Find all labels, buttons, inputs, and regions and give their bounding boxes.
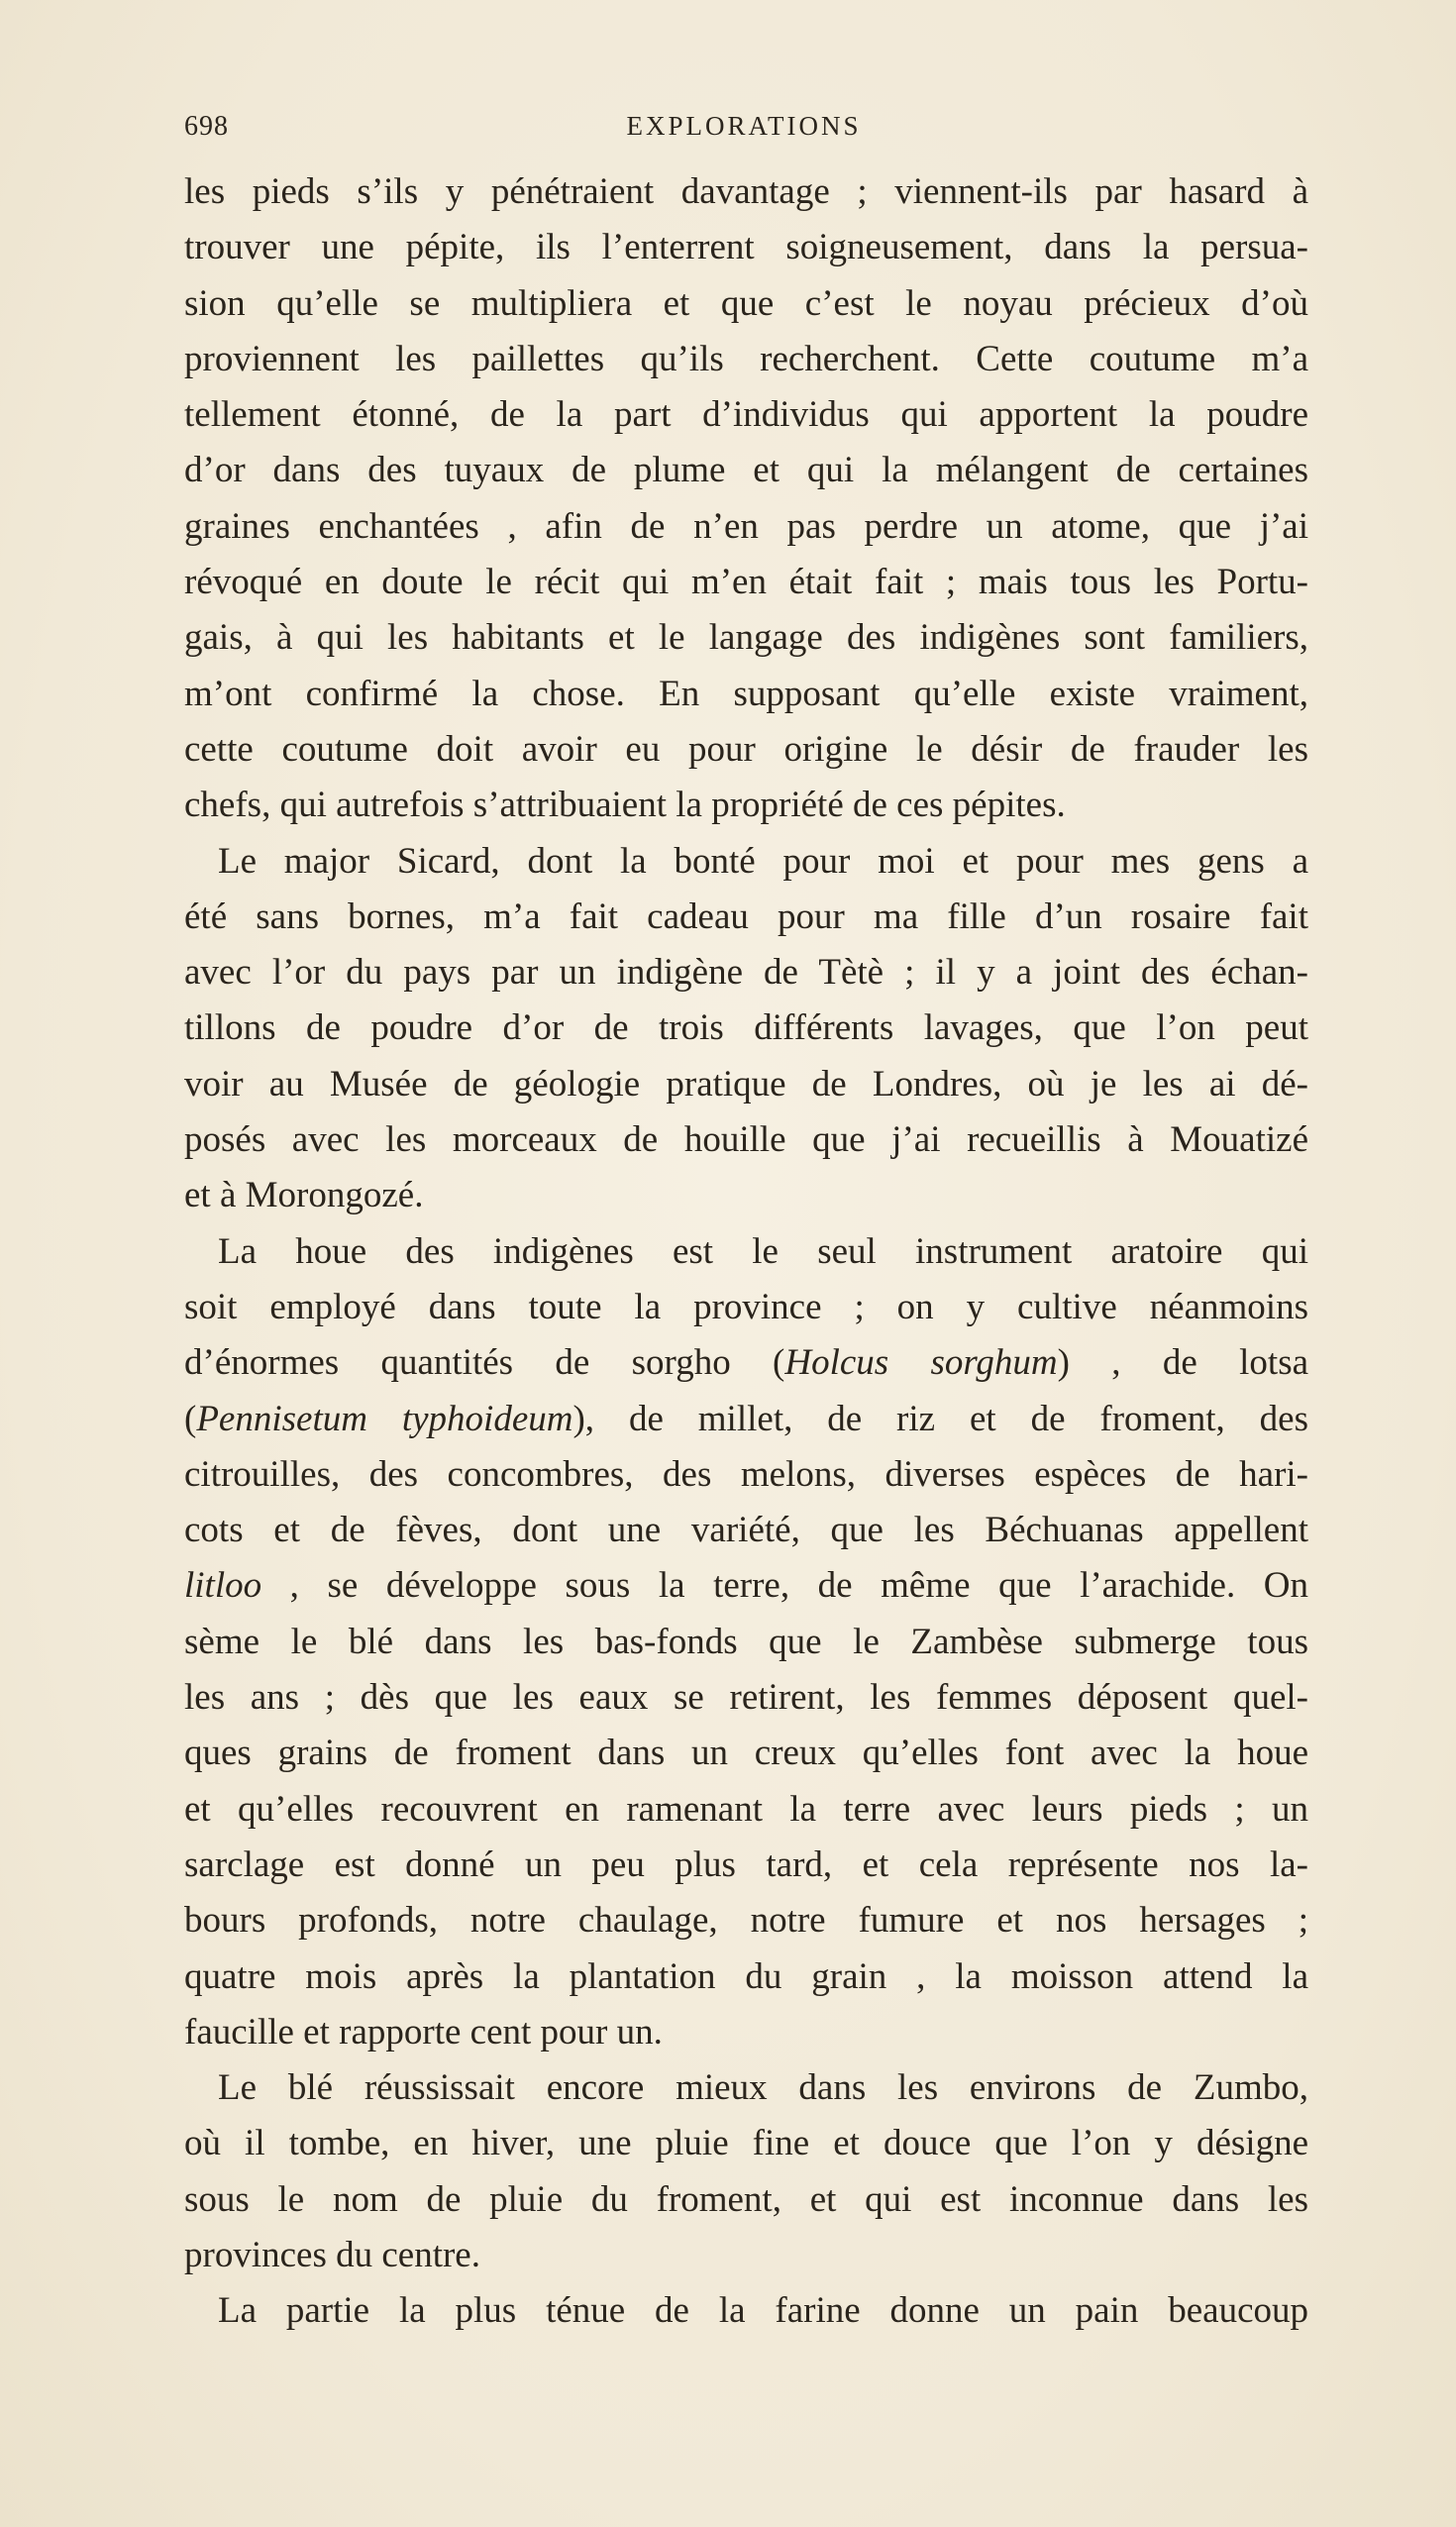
text-line: cots et de fèves, dont une variété, que les Béchuanas appellent <box>184 1510 1308 1551</box>
italic-term-holcus: Holcus sorghum <box>784 1342 1058 1384</box>
text-line: Le blé réussissait encore mieux dans les environs de Zumbo, <box>218 2067 1308 2109</box>
text-line: proviennent les paillettes qu’ils recherchent. Cette coutume m’a <box>184 338 1308 379</box>
text-line: faucille et rapporte cent pour un. <box>184 2011 663 2053</box>
text-line: La houe des indigènes est le seul instrument aratoire qui <box>218 1230 1308 1272</box>
text-line: graines enchantées , afin de n’en pas perdre un atome, que j’ai <box>184 505 1308 547</box>
text-line: avec l’or du pays par un indigène de Tètè ; il y a joint des échan- <box>184 952 1308 994</box>
paragraph-hoe-agriculture <box>184 1224 1308 2060</box>
text-line: tillons de poudre d’or de trois différents lavages, que l’on peut <box>184 1007 1308 1049</box>
text-line-with-italic <box>184 1392 1308 1447</box>
text-line: provinces du centre. <box>184 2234 480 2275</box>
text-line: d’or dans des tuyaux de plume et qui la mélangent de certaines <box>184 450 1308 491</box>
text-line: trouver une pépite, ils l’enterrent soigneusement, dans la persua- <box>184 227 1308 268</box>
text-segment: ), de millet, de riz et de froment, des <box>572 1398 1308 1439</box>
text-line: gais, à qui les habitants et le langage des indigènes sont familiers, <box>184 617 1308 659</box>
text-line: cette coutume doit avoir eu pour origine le désir de frauder les <box>184 728 1308 770</box>
page-header <box>184 111 1303 151</box>
text-line: posés avec les morceaux de houille que j’ai recueillis à Mouatizé <box>184 1119 1308 1161</box>
text-line: sous le nom de pluie du froment, et qui est inconnue dans les <box>184 2178 1308 2220</box>
text-line: La partie la plus ténue de la farine donne un pain beaucoup <box>218 2290 1308 2332</box>
page-number: 698 <box>184 111 229 142</box>
text-line-with-italic <box>184 1558 1308 1614</box>
paragraph-flour-bread <box>184 2283 1308 2339</box>
text-line: soit employé dans toute la province ; on y cultive néanmoins <box>184 1286 1308 1327</box>
text-line: et qu’elles recouvrent en ramenant la terre avec leurs pieds ; un <box>184 1788 1308 1830</box>
text-line: quatre mois après la plantation du grain , la moisson attend la <box>184 1955 1308 1997</box>
text-segment: ) , de lotsa <box>1057 1342 1309 1384</box>
text-line: voir au Musée de géologie pratique de Londres, où je les ai dé- <box>184 1063 1308 1105</box>
paragraph-major-sicard <box>184 834 1308 1224</box>
text-line: et à Morongozé. <box>184 1175 424 1216</box>
text-line: les ans ; dès que les eaux se retirent, les femmes déposent quel- <box>184 1677 1308 1719</box>
text-line: bours profonds, notre chaulage, notre fumure et nos hersages ; <box>184 1900 1308 1942</box>
italic-term-litloo: litloo <box>184 1565 262 1607</box>
paragraph-zumbo-wheat <box>184 2060 1308 2283</box>
text-segment: d’énormes quantités de sorgho ( <box>184 1342 785 1384</box>
text-segment: ( <box>184 1398 197 1439</box>
italic-term-pennisetum: Pennisetum typhoideum <box>196 1398 573 1439</box>
text-line: ques grains de froment dans un creux qu’elles font avec la houe <box>184 1733 1308 1774</box>
text-line: tellement étonné, de la part d’individus qui apportent la poudre <box>184 394 1308 436</box>
text-line: où il tombe, en hiver, une pluie fine et douce que l’on y désigne <box>184 2123 1308 2164</box>
body-text <box>184 164 1308 2340</box>
text-segment: , se développe sous la terre, de même que l’arachide. On <box>261 1565 1308 1607</box>
text-line: révoqué en doute le récit qui m’en était fait ; mais tous les Portu- <box>184 562 1308 603</box>
text-line: sion qu’elle se multipliera et que c’est le noyau précieux d’où <box>184 282 1308 324</box>
text-line: été sans bornes, m’a fait cadeau pour ma fille d’un rosaire fait <box>184 895 1308 937</box>
text-line-with-italic <box>184 1335 1308 1391</box>
text-line: citrouilles, des concombres, des melons, diverses espèces de hari- <box>184 1453 1308 1495</box>
text-line: sarclage est donné un peu plus tard, et cela représente nos la- <box>184 1843 1308 1885</box>
text-line: sème le blé dans les bas-fonds que le Zambèse submerge tous <box>184 1621 1308 1662</box>
running-title: EXPLORATIONS <box>626 111 862 141</box>
text-line: chefs, qui autrefois s’attribuaient la propriété de ces pépites. <box>184 785 1066 826</box>
text-line: les pieds s’ils y pénétraient davantage ; viennent-ils par hasard à <box>184 171 1308 212</box>
text-line: m’ont confirmé la chose. En supposant qu’elle existe vraiment, <box>184 673 1308 714</box>
paragraph-gold-nuggets <box>184 164 1308 834</box>
text-line: Le major Sicard, dont la bonté pour moi et pour mes gens a <box>218 840 1308 882</box>
